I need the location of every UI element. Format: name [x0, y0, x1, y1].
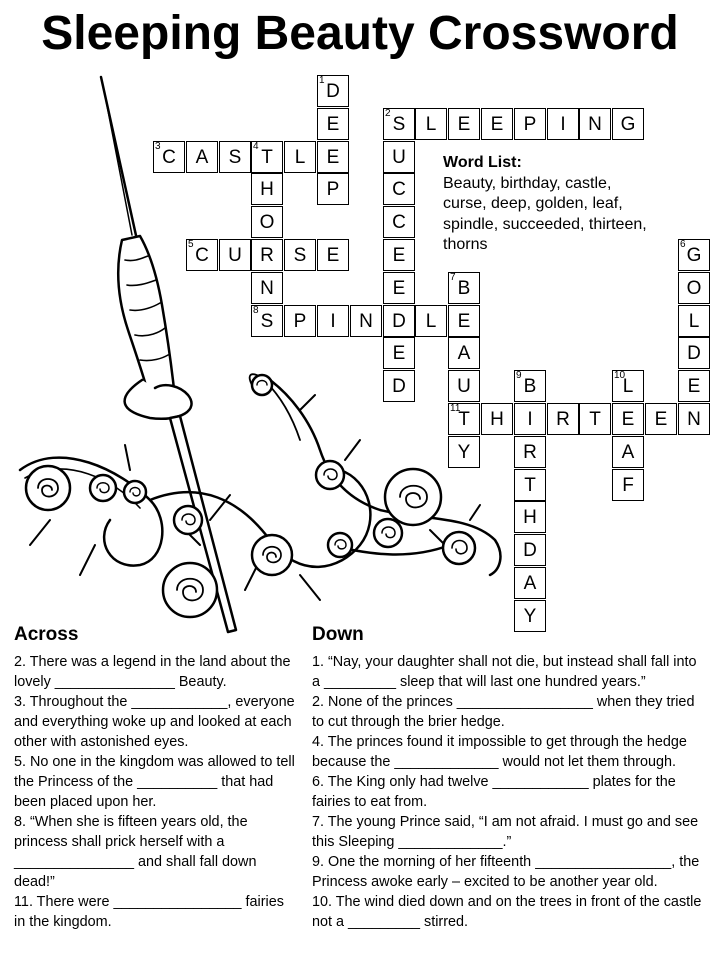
cell-letter: P	[326, 179, 340, 200]
across-clues-list	[14, 652, 296, 932]
crossword-cell	[251, 239, 283, 271]
cell-letter: P	[523, 114, 537, 135]
down-clues-list	[312, 652, 704, 932]
crossword-cell	[514, 600, 546, 632]
down-clue: 10. The wind died down and on the trees in front of the castle not a _________ stirred.	[312, 894, 702, 930]
crossword-cell	[678, 337, 710, 369]
cell-letter: C	[195, 245, 209, 266]
crossword-cell	[317, 239, 349, 271]
clue-number: 6	[680, 239, 686, 250]
cell-letter: E	[654, 409, 668, 430]
cell-letter: R	[523, 442, 537, 463]
crossword-cell	[678, 305, 710, 337]
crossword-cell	[284, 239, 316, 271]
crossword-cell	[547, 403, 579, 435]
cell-letter: U	[392, 147, 406, 168]
cell-letter: G	[686, 245, 702, 266]
crossword-cell	[350, 305, 382, 337]
down-clue: 1. “Nay, your daughter shall not die, but instead shall fall into a _________ sleep that will last one hundred years.”	[312, 654, 697, 690]
crossword-cell	[219, 141, 251, 173]
across-clue: 3. Throughout the ____________, everyone and everything woke up and looked at each other with astonished eyes.	[14, 694, 295, 750]
crossword-cell	[481, 403, 513, 435]
cell-letter: T	[524, 475, 536, 496]
crossword-cell	[383, 337, 415, 369]
crossword-cell	[612, 436, 644, 468]
crossword-cell	[678, 403, 710, 435]
cell-letter: R	[556, 409, 570, 430]
crossword-cell	[514, 501, 546, 533]
cell-letter: F	[622, 475, 634, 496]
clue-number: 5	[188, 239, 194, 250]
cell-letter: E	[687, 376, 701, 397]
crossword-cell	[481, 108, 513, 140]
cell-letter: D	[392, 376, 406, 397]
crossword-cell	[186, 239, 218, 271]
cell-letter: A	[195, 147, 209, 168]
cell-letter: S	[293, 245, 307, 266]
crossword-cell	[383, 239, 415, 271]
cell-letter: E	[457, 114, 471, 135]
across-heading: Across	[14, 624, 79, 645]
clue-number: 3	[155, 141, 161, 152]
cell-letter: T	[589, 409, 601, 430]
cell-letter: T	[261, 147, 273, 168]
crossword-cell	[317, 108, 349, 140]
crossword-cell	[612, 469, 644, 501]
cell-letter: E	[326, 147, 340, 168]
clue-number: 1	[319, 75, 325, 86]
crossword-cell	[678, 370, 710, 402]
crossword-cell	[448, 403, 480, 435]
crossword-cell	[514, 403, 546, 435]
cell-letter: E	[326, 245, 340, 266]
crossword-cell	[514, 436, 546, 468]
cell-letter: E	[392, 343, 406, 364]
cell-letter: N	[588, 114, 602, 135]
clue-number: 11	[450, 403, 461, 414]
crossword-cell	[547, 108, 579, 140]
crossword-cell	[251, 141, 283, 173]
crossword-cell	[383, 108, 415, 140]
down-clue: 7. The young Prince said, “I am not afraid. I must go and see this Sleeping _____________.”	[312, 814, 699, 850]
down-clue: 4. The princes found it impossible to get through the hedge because the _____________ would not let them through.	[312, 734, 687, 770]
cell-letter: N	[359, 311, 373, 332]
crossword-cell	[153, 141, 185, 173]
cell-letter: B	[523, 376, 537, 397]
cell-letter: D	[392, 311, 406, 332]
crossword-cell	[448, 436, 480, 468]
page-title: Sleeping Beauty Crossword	[41, 7, 679, 60]
clue-number: 2	[385, 108, 391, 119]
cell-letter: G	[620, 114, 636, 135]
cell-letter: E	[457, 311, 471, 332]
cell-letter: L	[425, 114, 437, 135]
clue-number: 4	[253, 141, 259, 152]
cell-letter: H	[490, 409, 504, 430]
crossword-cell	[678, 239, 710, 271]
cell-letter: E	[392, 278, 406, 299]
cell-letter: E	[490, 114, 504, 135]
crossword-cell	[612, 370, 644, 402]
cell-letter: L	[294, 147, 306, 168]
cell-letter: B	[457, 278, 471, 299]
crossword-cell	[284, 305, 316, 337]
clue-number: 8	[253, 305, 259, 316]
crossword-cell	[612, 403, 644, 435]
crossword-cell	[579, 403, 611, 435]
crossword-cell	[317, 173, 349, 205]
cell-letter: L	[688, 311, 700, 332]
crossword-cell	[514, 108, 546, 140]
cell-letter: A	[621, 442, 635, 463]
cell-letter: A	[457, 343, 471, 364]
cell-letter: U	[228, 245, 242, 266]
cell-letter: N	[260, 278, 274, 299]
cell-letter: C	[392, 179, 406, 200]
cell-letter: O	[259, 212, 275, 233]
clue-number: 9	[516, 370, 522, 381]
word-list	[443, 153, 658, 256]
crossword-cell	[514, 534, 546, 566]
cell-letter: E	[326, 114, 340, 135]
cell-letter: Y	[523, 606, 537, 627]
cell-letter: E	[392, 245, 406, 266]
cell-letter: S	[392, 114, 406, 135]
crossword-cell	[383, 141, 415, 173]
cell-letter: U	[457, 376, 471, 397]
across-clue: 2. There was a legend in the land about the lovely _______________ Beauty.	[14, 654, 291, 690]
cell-letter: L	[622, 376, 634, 397]
crossword-cell	[415, 108, 447, 140]
cell-letter: T	[458, 409, 470, 430]
crossword-cell	[251, 173, 283, 205]
cell-letter: I	[560, 114, 566, 135]
crossword-cell	[514, 370, 546, 402]
crossword-cell	[448, 305, 480, 337]
crossword-cell	[186, 141, 218, 173]
crossword-cell	[219, 239, 251, 271]
crossword-cell	[383, 272, 415, 304]
crossword-cell	[383, 173, 415, 205]
word-list-words: Beauty, birthday, castle, curse, deep, golden, leaf, spindle, succeeded, thirteen, thorns	[443, 174, 647, 253]
cell-letter: N	[687, 409, 701, 430]
crossword-cell	[645, 403, 677, 435]
cell-letter: H	[523, 507, 537, 528]
crossword-cell	[383, 370, 415, 402]
cell-letter: D	[523, 540, 537, 561]
clue-number: 7	[450, 272, 456, 283]
across-clue: 5. No one in the kingdom was allowed to tell the Princess of the __________ that had been placed upon her.	[14, 754, 295, 810]
crossword-cell	[251, 305, 283, 337]
down-clue: 6. The King only had twelve ____________ plates for the fairies to eat from.	[312, 774, 676, 810]
across-clue: 8. “When she is fifteen years old, the princess shall prick herself with a _______________ and shall fall down dead!”	[14, 814, 257, 890]
cell-letter: P	[293, 311, 307, 332]
crossword-cell	[251, 206, 283, 238]
cell-letter: E	[621, 409, 635, 430]
crossword-cell	[678, 272, 710, 304]
crossword-cell	[383, 206, 415, 238]
crossword-cell	[514, 567, 546, 599]
crossword-cell	[317, 75, 349, 107]
cell-letter: R	[260, 245, 274, 266]
cell-letter: A	[523, 573, 537, 594]
crossword-cell	[448, 272, 480, 304]
cell-letter: D	[326, 81, 340, 102]
cell-letter: D	[687, 343, 701, 364]
cell-letter: S	[260, 311, 274, 332]
cell-letter: S	[228, 147, 242, 168]
crossword-cell	[317, 305, 349, 337]
crossword-cell	[383, 305, 415, 337]
crossword-cell	[317, 141, 349, 173]
crossword-cell	[415, 305, 447, 337]
cell-letter: H	[260, 179, 274, 200]
crossword-cell	[448, 108, 480, 140]
crossword-cell	[448, 337, 480, 369]
cell-letter: C	[392, 212, 406, 233]
down-heading: Down	[312, 624, 364, 645]
down-clue: 9. One the morning of her fifteenth _________________, the Princess awoke early – excited to be another year old.	[312, 854, 700, 890]
crossword-cell	[251, 272, 283, 304]
cell-letter: I	[527, 409, 533, 430]
clue-number: 10	[614, 370, 626, 381]
cell-letter: I	[330, 311, 336, 332]
cell-letter: L	[425, 311, 437, 332]
down-clue: 2. None of the princes _________________ when they tried to cut through the brier hedge.	[312, 694, 695, 730]
cell-letter: Y	[457, 442, 471, 463]
crossword-cell	[284, 141, 316, 173]
word-list-heading: Word List:	[443, 154, 522, 171]
cell-letter: O	[686, 278, 702, 299]
cell-letter: C	[162, 147, 176, 168]
crossword-cell	[514, 469, 546, 501]
across-clue: 11. There were ________________ fairies in the kingdom.	[14, 894, 284, 930]
crossword-cell	[448, 370, 480, 402]
crossword-cell	[579, 108, 611, 140]
crossword-cell	[612, 108, 644, 140]
